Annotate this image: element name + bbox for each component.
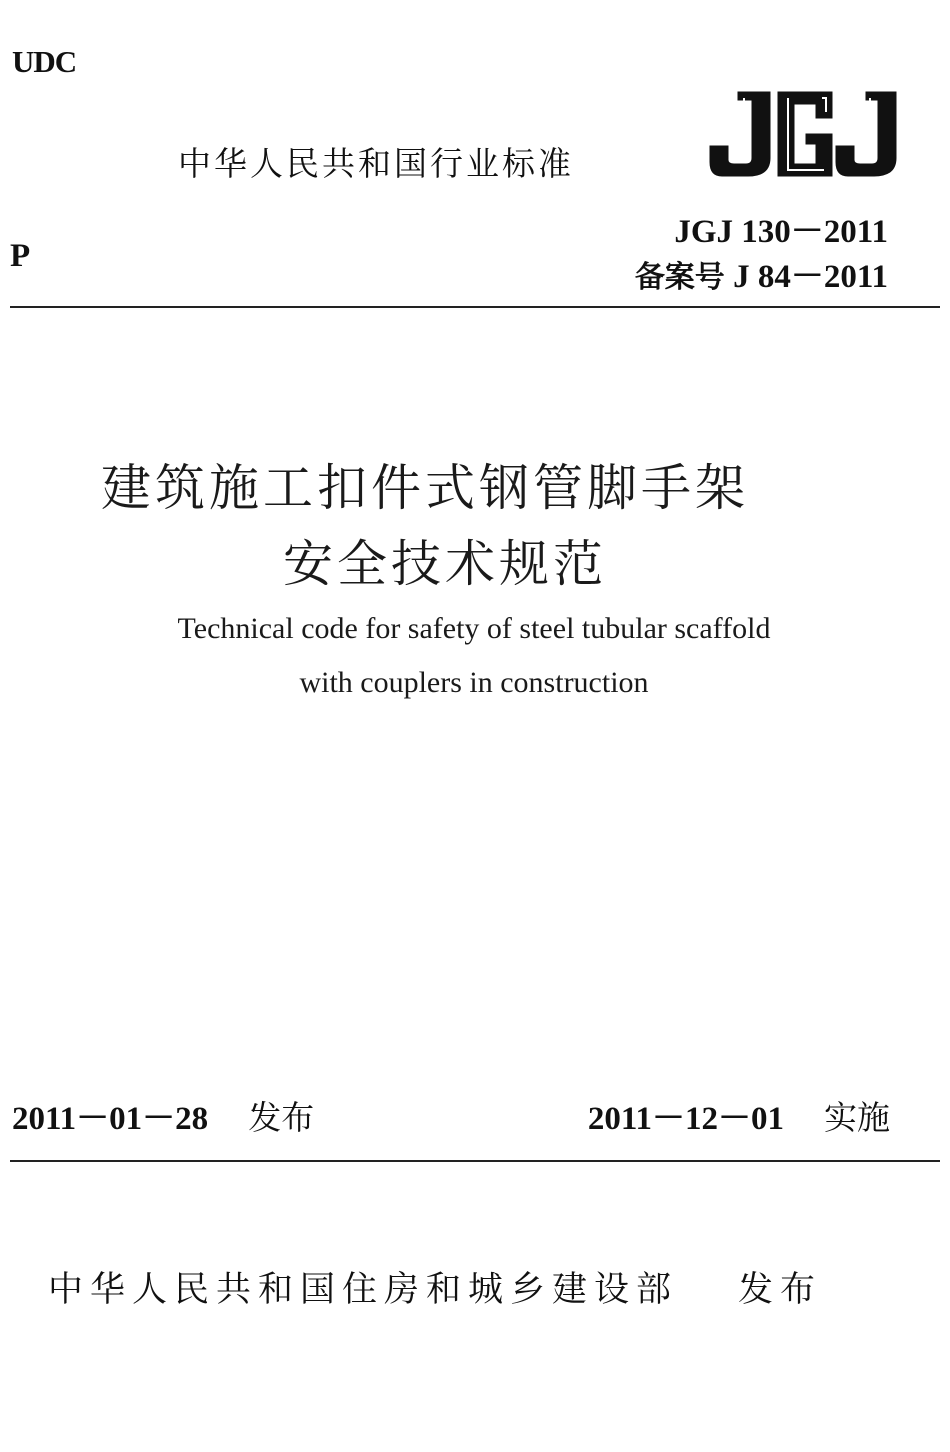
publisher: 中华人民共和国住房和城乡建设部: [48, 1270, 679, 1310]
standard-type: 中华人民共和国行业标准: [178, 144, 574, 183]
top-divider: [10, 306, 940, 308]
publisher-line: [48, 1262, 822, 1312]
issue-label: 发布: [248, 1098, 315, 1137]
classification-label: P: [10, 238, 31, 274]
bottom-divider: [10, 1160, 940, 1162]
effective-label: 实施: [824, 1098, 890, 1137]
record-number-line: [635, 250, 888, 297]
issue-date: 2011－01－28: [12, 1101, 209, 1137]
record-number: J 84－2011: [733, 259, 888, 295]
title-cn-line2: 安全技术规范: [283, 535, 607, 593]
effective-date: 2011－12－01: [587, 1101, 784, 1137]
udc-label: UDC: [12, 44, 77, 79]
effective-date-line: [588, 1092, 890, 1139]
issue-date-line: [12, 1092, 314, 1139]
title-en-line1: Technical code for safety of steel tubular scaffold: [177, 612, 771, 645]
jgj-logo: [708, 88, 898, 180]
record-label: 备案号: [634, 260, 725, 295]
title-cn-line1: 建筑施工扣件式钢管脚手架: [101, 459, 749, 517]
standard-code: JGJ 130－2011: [674, 214, 888, 250]
publisher-label: 发布: [738, 1270, 823, 1310]
title-en-line2: with couplers in construction: [299, 666, 649, 699]
